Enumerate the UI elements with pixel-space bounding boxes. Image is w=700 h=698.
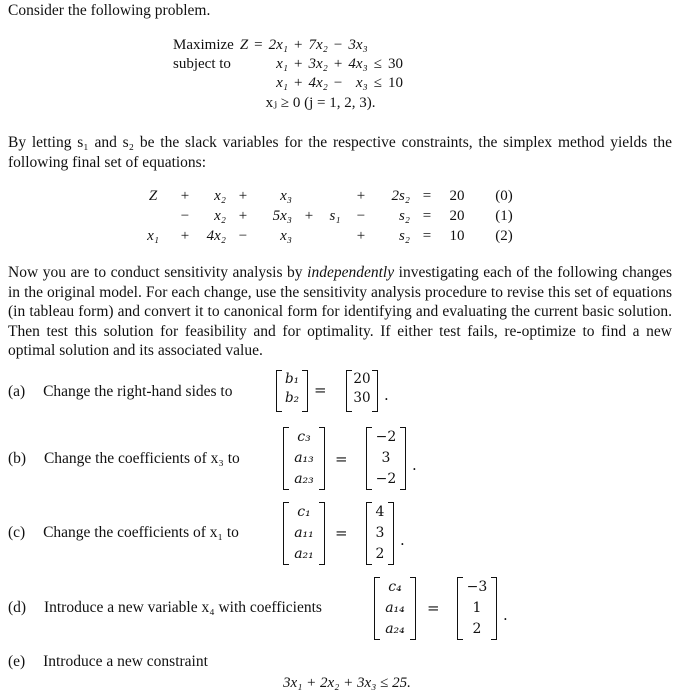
eq-cell [321,186,349,206]
con2-term: x₁ [276,75,289,91]
obj-term: 3x₃ [348,37,368,53]
period: . [400,531,405,549]
eq-cell: Z [148,187,158,204]
eq-number: (2) [495,227,513,244]
new-constraint: 3x₁ + 2x₂ + 3x₃ ≤ 25. [283,675,411,691]
part-c-rhs-vector [366,502,394,565]
part-b-rhs-vector [366,427,406,490]
lp-formulation [170,36,406,112]
eq-cell: x₁ [147,227,159,244]
eq-cell: 20 [449,207,465,224]
eq-cell: = [422,187,432,204]
equation-row [135,186,524,206]
con1-op: + [333,56,343,72]
vector-entry: a₁₁ [294,525,314,541]
eq-number: (0) [495,187,513,204]
eq-number: (1) [495,207,513,224]
con1-op: + [294,56,303,72]
eq-cell: = [422,227,432,244]
final-equations [135,186,524,246]
vector-entry: 30 [353,390,371,406]
obj-term: 7x₂ [308,37,328,53]
sensitivity-paragraph [8,263,672,361]
eq-cell: x₃ [280,227,292,244]
eq-cell: + [356,227,366,244]
part-a-rhs-vector [346,370,378,412]
vector-entry: a₂₁ [294,546,314,562]
vector-entry: 3 [375,525,385,541]
part-e [8,653,208,671]
eq-cell [321,226,349,246]
eq-cell: x₃ [280,187,292,204]
slack-paragraph-text: By letting s₁ and s₂ be the slack variables for the respective constraints, the simplex method yields the following final set of equations: [8,134,672,171]
subject-to-label: subject to [173,56,231,72]
eq-cell: 5x₃ [272,207,292,224]
part-d-label: (d) [8,599,27,616]
equals-sign: = [335,524,348,542]
eq-cell [297,186,321,206]
eq-cell: 4x₂ [206,227,226,244]
eq-cell: = [422,207,432,224]
eq-cell: + [180,187,190,204]
eq-cell: − [180,207,190,224]
objective-Z: Z [239,37,249,53]
eq-cell: + [238,187,248,204]
part-a-label: (a) [8,383,26,400]
para2-rest: investigating each of the following changes in the original model. For each change, use the sensitivity analysis procedure to revise this set of equations (in tableau form) and convert it to canonical form for identifying and evaluating the current basic solution. Then test this solution for feasibility and for optimality. If either test fails, re-optimize to find a new optimal solution and its associated value. [8,264,673,359]
period: . [503,606,508,624]
part-d-rhs-vector [457,577,497,640]
part-c [8,524,239,542]
eq-cell: + [304,207,314,224]
nonnegativity: xⱼ ≥ 0 (j = 1, 2, 3). [265,95,376,111]
part-d [8,599,322,617]
vector-entry: 2 [472,621,482,637]
con1-term: x₁ [276,56,289,72]
eq-cell: + [180,227,190,244]
part-d-text: Introduce a new variable x₄ with coefficients [43,599,322,616]
con1-rhs: 30 [387,56,403,72]
eq-cell: + [238,207,248,224]
part-e-label: (e) [8,653,26,670]
part-d-lhs-vector [374,577,416,640]
vector-entry: c₁ [297,504,311,520]
obj-op: + [294,37,303,53]
vector-entry: −2 [375,429,397,445]
vector-entry: −3 [466,579,488,595]
objective-equals: = [254,37,263,53]
equals-sign: = [427,599,440,617]
con2-term: x₃ [355,75,368,91]
con2-leq: ≤ [373,75,382,91]
equals-sign: = [335,450,348,468]
part-b-lhs-vector [283,427,325,490]
vector-entry: a₁₃ [294,450,314,466]
para2-emphasis: independently [307,264,395,281]
vector-entry: 3 [381,450,391,466]
part-b-label: (b) [8,450,27,467]
part-a-lhs-vector [276,370,308,412]
eq-cell: x₂ [214,187,226,204]
eq-cell: 2s₂ [391,187,410,204]
con1-leq: ≤ [373,56,382,72]
part-c-text: Change the coefficients of x₁ to [43,524,239,541]
vector-entry: a₂₄ [385,621,405,637]
eq-cell: s₁ [329,207,341,224]
eq-cell: + [356,187,366,204]
con2-op: + [294,75,303,91]
eq-cell [135,206,171,226]
part-a [8,383,232,401]
vector-entry: c₃ [297,429,311,445]
part-c-lhs-vector [283,502,325,565]
eq-cell: s₂ [398,227,410,244]
con1-term: 4x₃ [348,56,368,72]
con2-term: 4x₂ [308,75,328,91]
equation-row [135,226,524,246]
period: . [384,386,389,404]
eq-cell: 10 [449,227,465,244]
eq-cell: x₂ [214,207,226,224]
vector-entry: 4 [375,504,385,520]
con2-op: − [333,75,343,91]
eq-cell: − [238,227,248,244]
con2-rhs: 10 [387,75,403,91]
con1-term: 3x₂ [308,56,328,72]
vector-entry: 20 [353,371,371,387]
slack-paragraph [8,133,672,172]
eq-cell: s₂ [398,207,410,224]
eq-cell: − [356,207,366,224]
equals-sign: = [314,381,327,399]
part-e-text: Introduce a new constraint [43,653,208,670]
vector-entry: 1 [472,600,482,616]
intro-text: Consider the following problem. [8,2,211,19]
obj-op: − [333,37,343,53]
eq-cell: 20 [449,187,465,204]
vector-entry: c₄ [388,579,402,595]
equation-row [135,206,524,226]
part-c-label: (c) [8,524,26,541]
period: . [412,456,417,474]
vector-entry: −2 [375,471,397,487]
vector-entry: 2 [375,546,385,562]
vector-entry: b₂ [284,390,300,406]
vector-entry: a₁₄ [385,600,405,616]
part-b [8,450,240,468]
vector-entry: a₂₃ [294,471,314,487]
maximize-label: Maximize [173,37,234,53]
part-a-text: Change the right-hand sides to [43,383,233,400]
part-b-text: Change the coefficients of x₃ to [43,450,240,467]
vector-entry: b₁ [284,371,300,387]
obj-term: 2x₁ [268,37,289,53]
para2-start: Now you are to conduct sensitivity analysis by [8,264,308,281]
eq-cell [297,226,321,246]
